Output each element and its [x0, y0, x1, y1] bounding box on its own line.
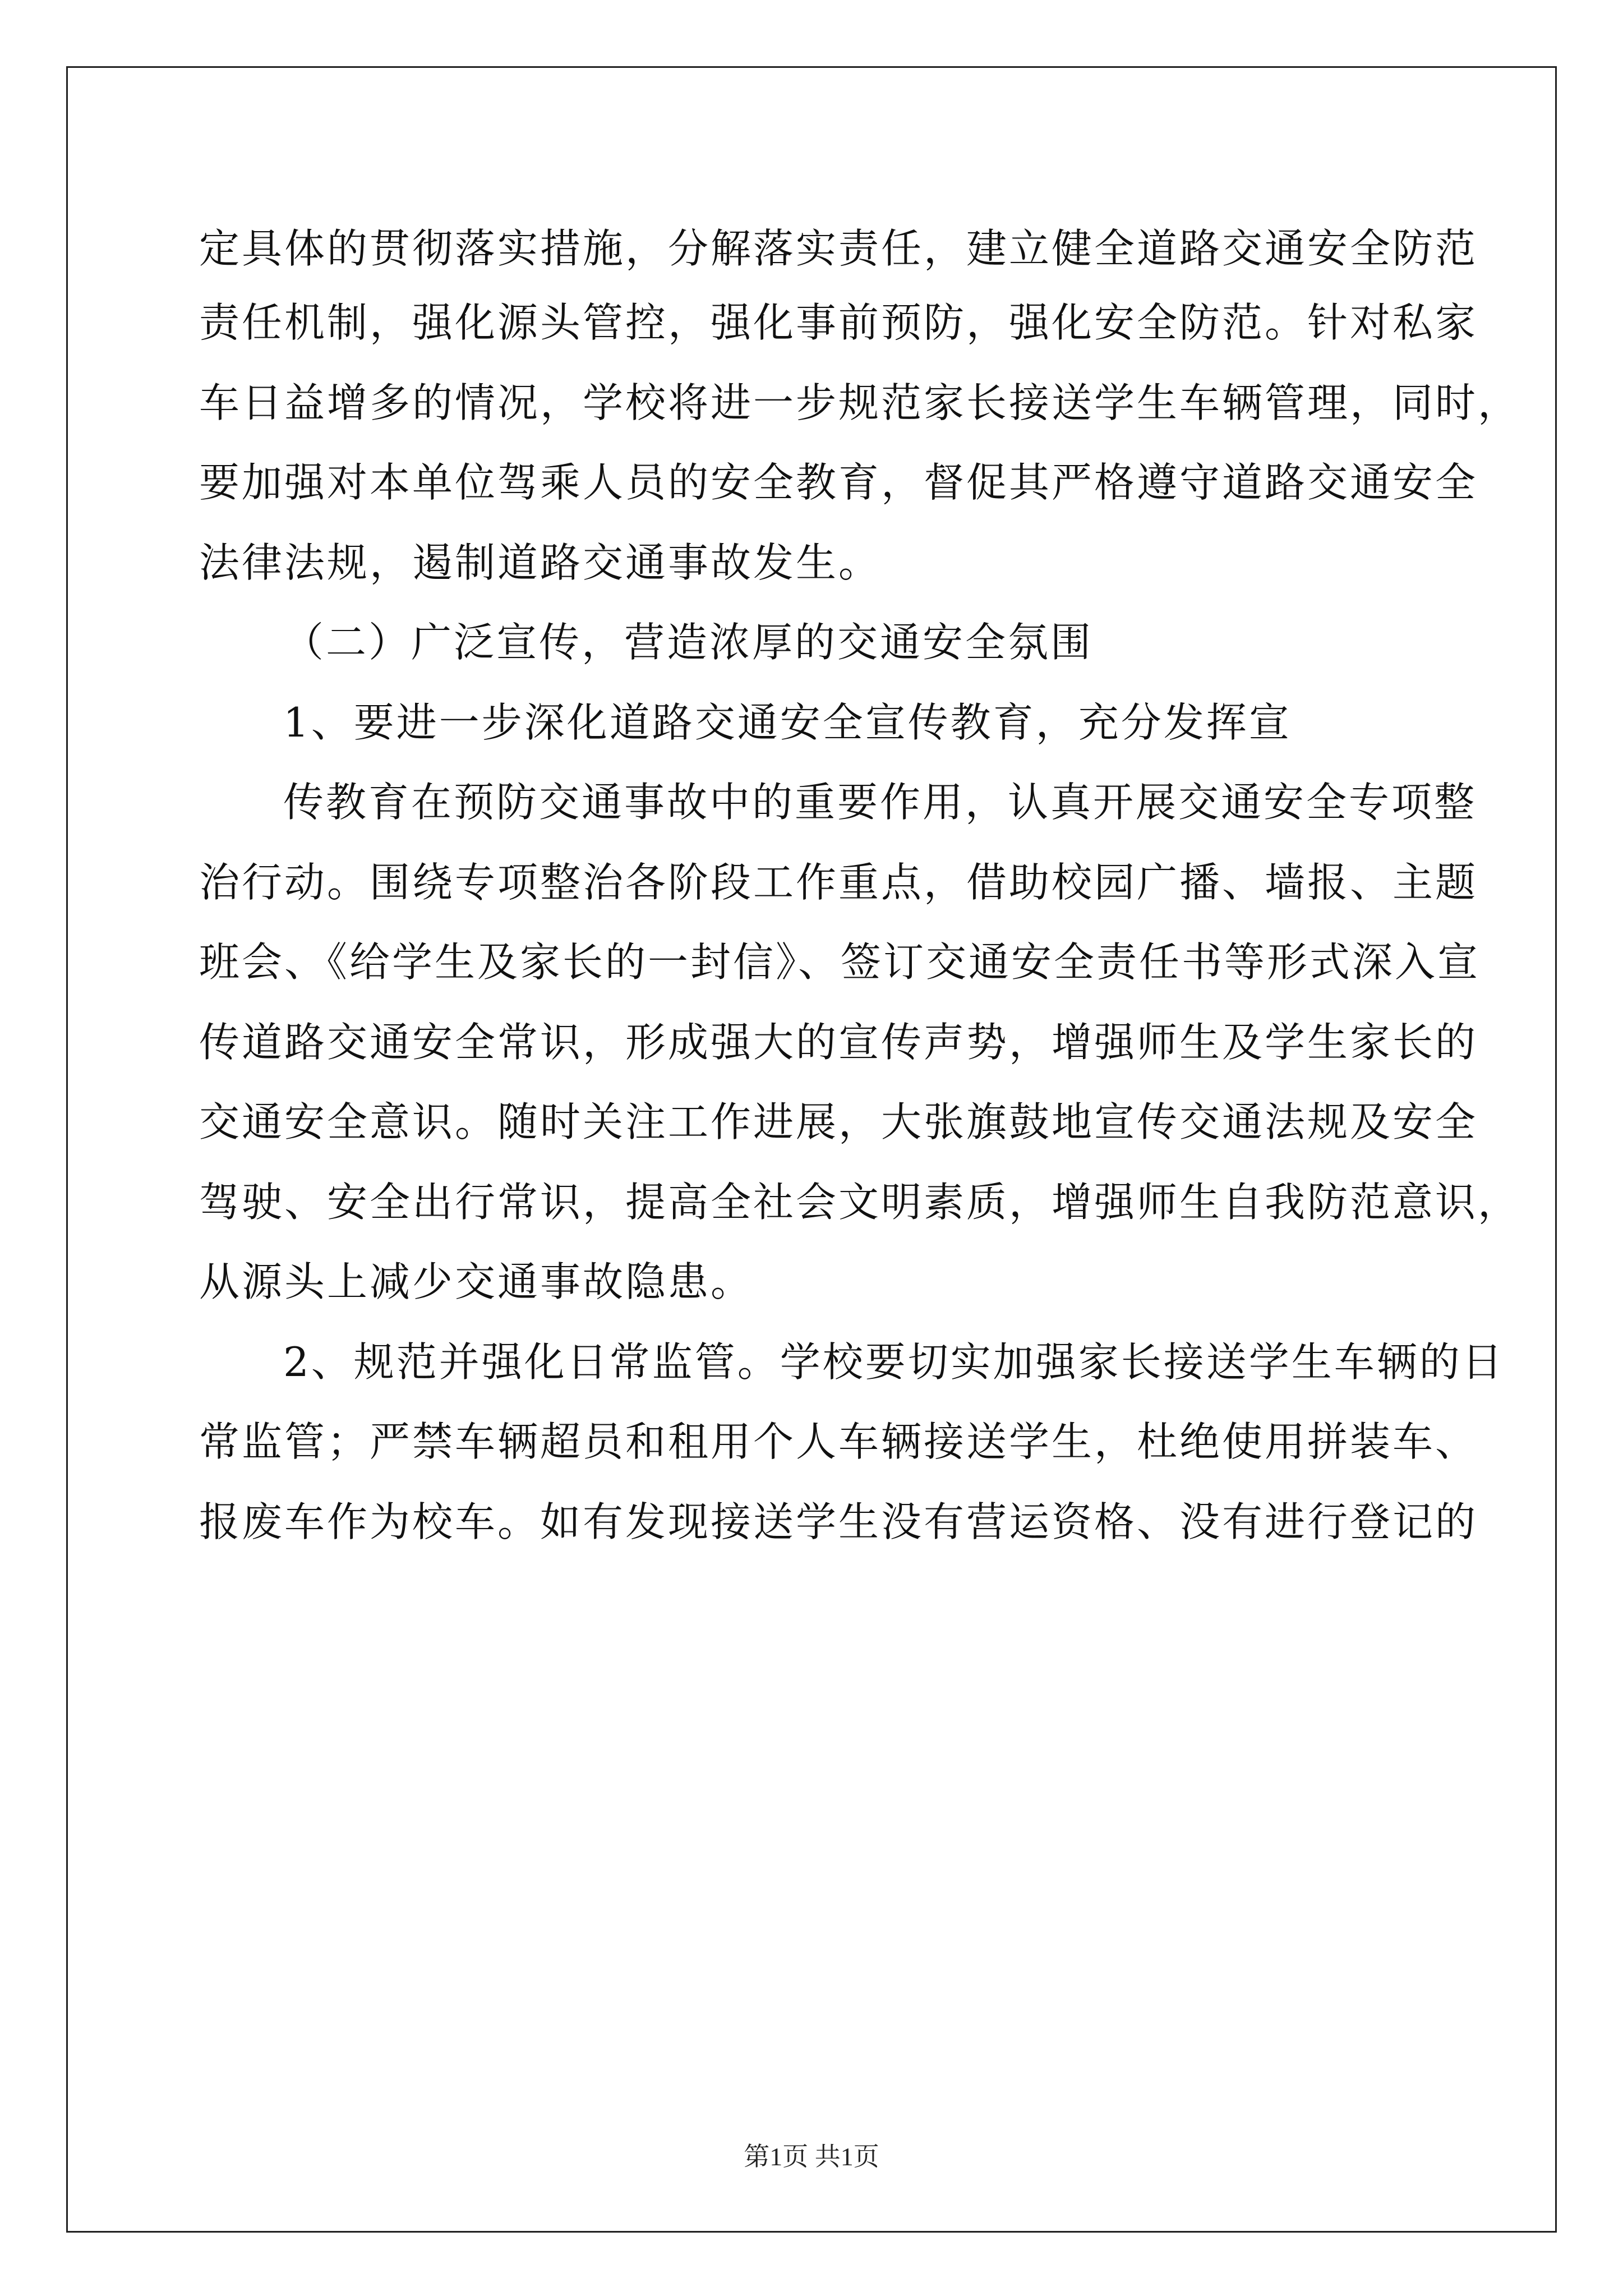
text-line: 报废车作为校车。如有发现接送学生没有营运资格、没有进行登记的 — [199, 1498, 1478, 1545]
paragraph-start: 2、规范并强化日常监管。学校要切实加强家长接送学生车辆的日 — [283, 1338, 1505, 1386]
paragraph-start: 传教育在预防交通事故中的重要作用，认真开展交通安全专项整 — [283, 779, 1477, 826]
text-line: 定具体的贯彻落实措施，分解落实责任，建立健全道路交通安全防范 — [199, 225, 1478, 272]
text-line: 交通安全意识。随时关注工作进展，大张旗鼓地宣传交通法规及安全 — [199, 1098, 1478, 1145]
section-heading: （二）广泛宣传，营造浓厚的交通安全氛围 — [283, 619, 1094, 666]
text-line: 要加强对本单位驾乘人员的安全教育，督促其严格遵守道路交通安全 — [199, 459, 1478, 506]
paragraph-start: 1、要进一步深化道路交通安全宣传教育，充分发挥宣 — [283, 699, 1292, 746]
text-line: 班会、《给学生及家长的一封信》、签订交通安全责任书等形式深入宣 — [199, 938, 1481, 986]
text-line: 常监管；严禁车辆超员和租用个人车辆接送学生，杜绝使用拼装车、 — [199, 1418, 1478, 1465]
page-number-footer: 第1页 共1页 — [744, 2142, 879, 2171]
text-line: 驾驶、安全出行常识，提高全社会文明素质，增强师生自我防范意识， — [199, 1179, 1521, 1226]
text-line: 传道路交通安全常识，形成强大的宣传声势，增强师生及学生家长的 — [199, 1019, 1478, 1066]
text-line: 责任机制，强化源头管控，强化事前预防，强化安全防范。针对私家 — [199, 299, 1478, 346]
text-line: 法律法规，遏制道路交通事故发生。 — [199, 539, 882, 586]
text-line: 治行动。围绕专项整治各阶段工作重点，借助校园广播、墙报、主题 — [199, 859, 1478, 906]
text-line: 从源头上减少交通事故隐患。 — [199, 1258, 754, 1305]
text-line: 车日益增多的情况，学校将进一步规范家长接送学生车辆管理，同时， — [199, 379, 1521, 426]
